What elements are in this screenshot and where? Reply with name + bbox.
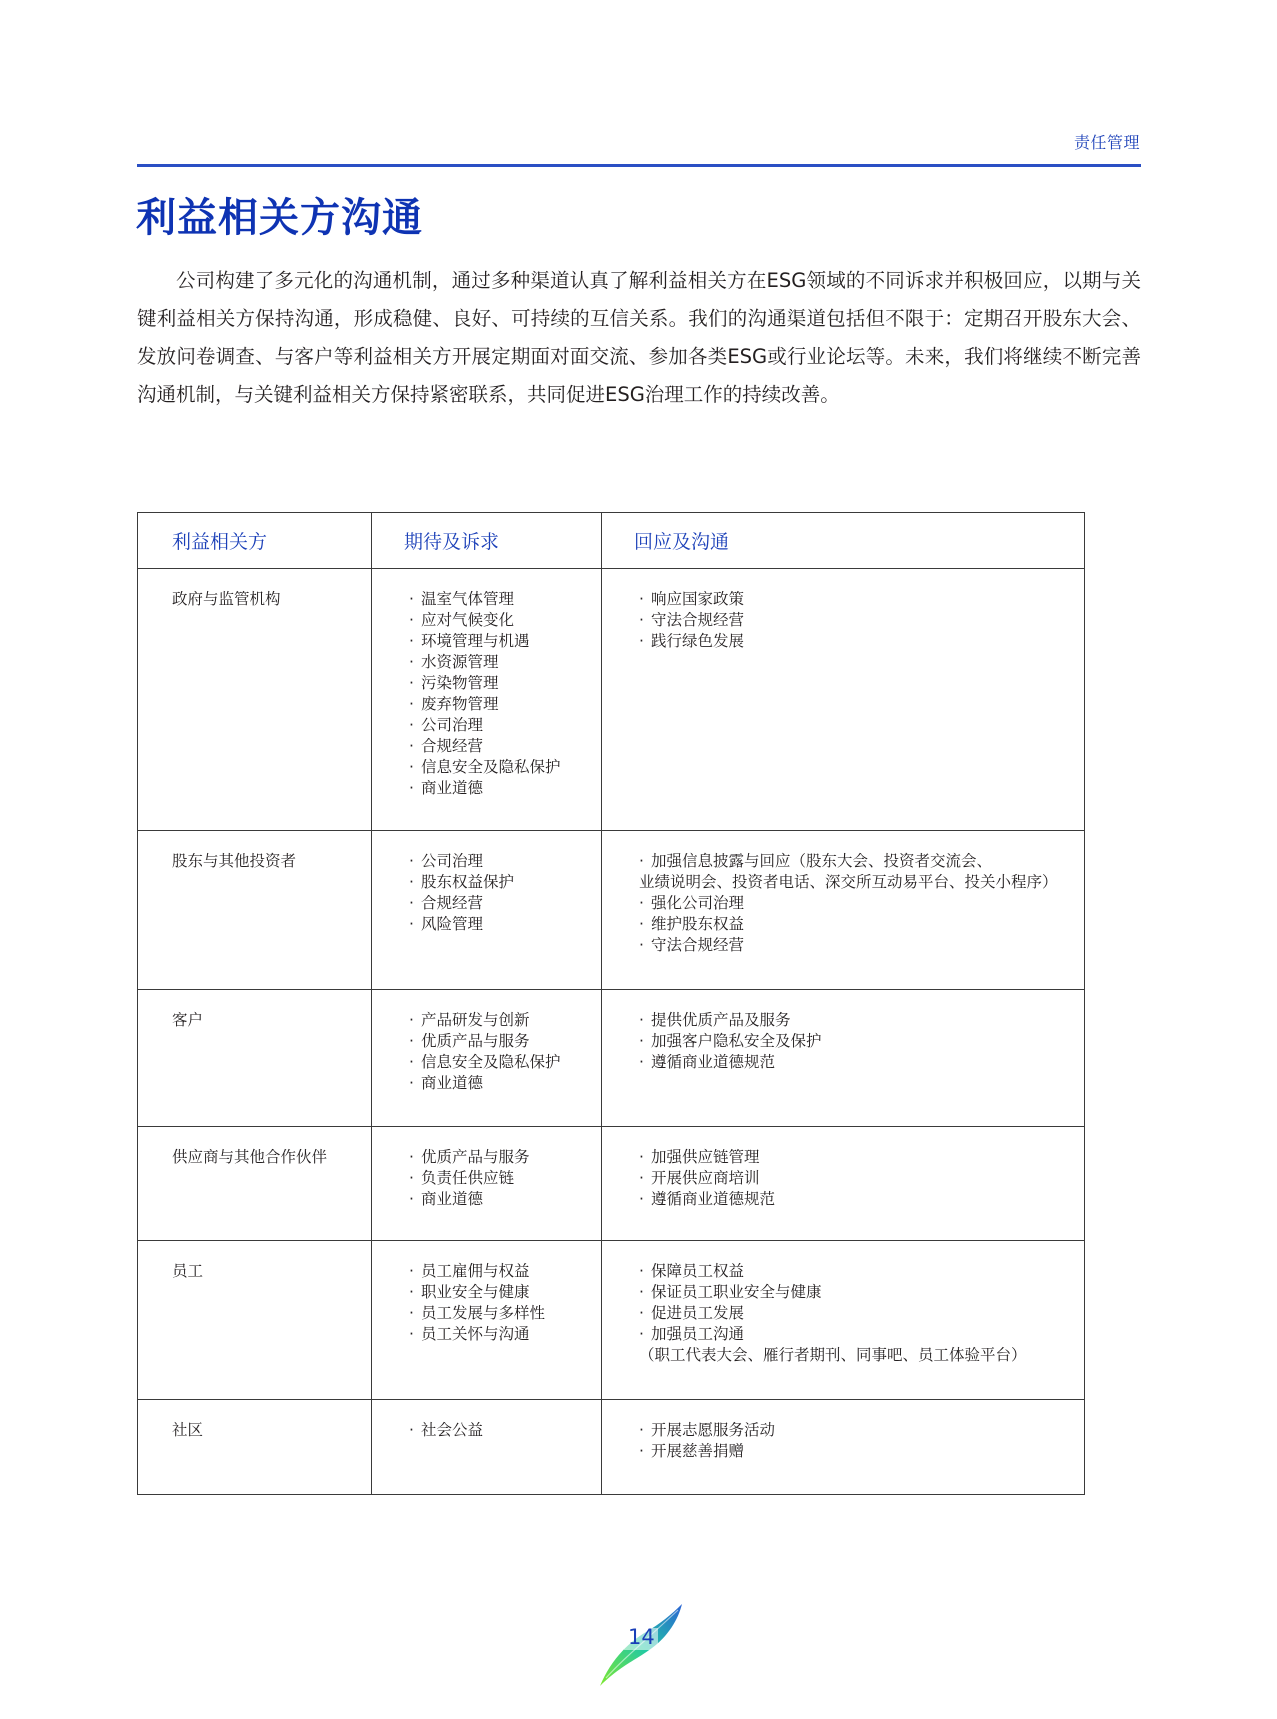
response-item: · 提供优质产品及服务 (639, 1010, 1084, 1031)
response-item: · 保证员工职业安全与健康 (639, 1282, 1084, 1303)
expectation-item: · 负责任供应链 (409, 1168, 601, 1189)
expectation-item: · 员工关怀与沟通 (409, 1324, 601, 1345)
table-body (138, 569, 1085, 1495)
stakeholder-cell: 社区 (138, 1400, 372, 1495)
responses-cell (602, 1241, 1085, 1400)
expectation-item: · 废弃物管理 (409, 694, 601, 715)
expectation-item: · 社会公益 (409, 1420, 601, 1441)
stakeholder-cell: 股东与其他投资者 (138, 831, 372, 990)
stakeholder-cell: 政府与监管机构 (138, 569, 372, 831)
expectation-item: · 环境管理与机遇 (409, 631, 601, 652)
column-header-expectations: 期待及诉求 (372, 513, 602, 569)
table-row (138, 569, 1085, 831)
response-item: · 加强员工沟通 (639, 1324, 1084, 1345)
stakeholder-cell: 员工 (138, 1241, 372, 1400)
expectations-cell (372, 1400, 602, 1495)
expectation-item: · 商业道德 (409, 1189, 601, 1210)
response-item: · 加强信息披露与回应（股东大会、投资者交流会、 (639, 851, 1084, 872)
response-item: · 保障员工权益 (639, 1261, 1084, 1282)
expectation-item: · 优质产品与服务 (409, 1031, 601, 1052)
stakeholder-table (137, 512, 1085, 1495)
table-row (138, 831, 1085, 990)
page-number: 14 (628, 1625, 655, 1649)
expectation-item: · 应对气候变化 (409, 610, 601, 631)
response-item: · 响应国家政策 (639, 589, 1084, 610)
table-row (138, 1400, 1085, 1495)
expectations-cell (372, 831, 602, 990)
response-item: · 强化公司治理 (639, 893, 1084, 914)
table-row (138, 1241, 1085, 1400)
expectation-item: · 水资源管理 (409, 652, 601, 673)
response-item: · 开展供应商培训 (639, 1168, 1084, 1189)
response-item: · 守法合规经营 (639, 610, 1084, 631)
column-header-stakeholder: 利益相关方 (138, 513, 372, 569)
expectations-cell (372, 1127, 602, 1241)
expectation-item: · 商业道德 (409, 778, 601, 799)
response-item: · 守法合规经营 (639, 935, 1084, 956)
expectation-item: · 合规经营 (409, 736, 601, 757)
response-item: · 促进员工发展 (639, 1303, 1084, 1324)
expectation-item: · 信息安全及隐私保护 (409, 757, 601, 778)
expectation-item: · 风险管理 (409, 914, 601, 935)
stakeholder-cell: 客户 (138, 990, 372, 1127)
expectation-item: · 污染物管理 (409, 673, 601, 694)
section-label: 责任管理 (1073, 133, 1140, 152)
stakeholder-cell: 供应商与其他合作伙伴 (138, 1127, 372, 1241)
table-row (138, 1127, 1085, 1241)
expectation-item: · 温室气体管理 (409, 589, 601, 610)
expectation-item: · 优质产品与服务 (409, 1147, 601, 1168)
expectation-item: · 信息安全及隐私保护 (409, 1052, 601, 1073)
responses-cell (602, 1127, 1085, 1241)
expectation-item: · 商业道德 (409, 1073, 601, 1094)
response-item: · 开展慈善捐赠 (639, 1441, 1084, 1462)
expectations-cell (372, 990, 602, 1127)
expectation-item: · 合规经营 (409, 893, 601, 914)
header-rule (137, 164, 1141, 167)
expectation-item: · 职业安全与健康 (409, 1282, 601, 1303)
response-item: · 遵循商业道德规范 (639, 1052, 1084, 1073)
response-item: · 践行绿色发展 (639, 631, 1084, 652)
expectations-cell (372, 1241, 602, 1400)
response-item: · 加强客户隐私安全及保护 (639, 1031, 1084, 1052)
expectation-item: · 员工发展与多样性 (409, 1303, 601, 1324)
response-item: · 加强供应链管理 (639, 1147, 1084, 1168)
expectation-item: · 产品研发与创新 (409, 1010, 601, 1031)
responses-cell (602, 569, 1085, 831)
response-item: · 开展志愿服务活动 (639, 1420, 1084, 1441)
intro-paragraph: 公司构建了多元化的沟通机制，通过多种渠道认真了解利益相关方在ESG领域的不同诉求并积极回应，以期与关键利益相关方保持沟通，形成稳健、良好、可持续的互信关系。我们的沟通渠道包括但不限于：定期召开股东大会、发放问卷调查、与客户等利益相关方开展定期面对面交流、参加各类ESG或行业论坛等。未来，我们将继续不断完善沟通机制，与关键利益相关方保持紧密联系，共同促进ESG治理工作的持续改善。 (137, 269, 1141, 406)
response-item: · 维护股东权益 (639, 914, 1084, 935)
responses-cell (602, 1400, 1085, 1495)
response-item-continuation: （职工代表大会、雁行者期刊、同事吧、员工体验平台） (639, 1346, 1027, 1364)
responses-cell (602, 990, 1085, 1127)
expectation-item: · 公司治理 (409, 851, 601, 872)
page-title: 利益相关方沟通 (136, 195, 423, 241)
expectation-item: · 员工雇佣与权益 (409, 1261, 601, 1282)
expectation-item: · 公司治理 (409, 715, 601, 736)
table-header-row (138, 513, 1085, 569)
column-header-responses: 回应及沟通 (602, 513, 1085, 569)
expectations-cell (372, 569, 602, 831)
response-item: · 遵循商业道德规范 (639, 1189, 1084, 1210)
table-row (138, 990, 1085, 1127)
response-item-continuation: 业绩说明会、投资者电话、深交所互动易平台、投关小程序） (639, 873, 1058, 891)
responses-cell (602, 831, 1085, 990)
expectation-item: · 股东权益保护 (409, 872, 601, 893)
